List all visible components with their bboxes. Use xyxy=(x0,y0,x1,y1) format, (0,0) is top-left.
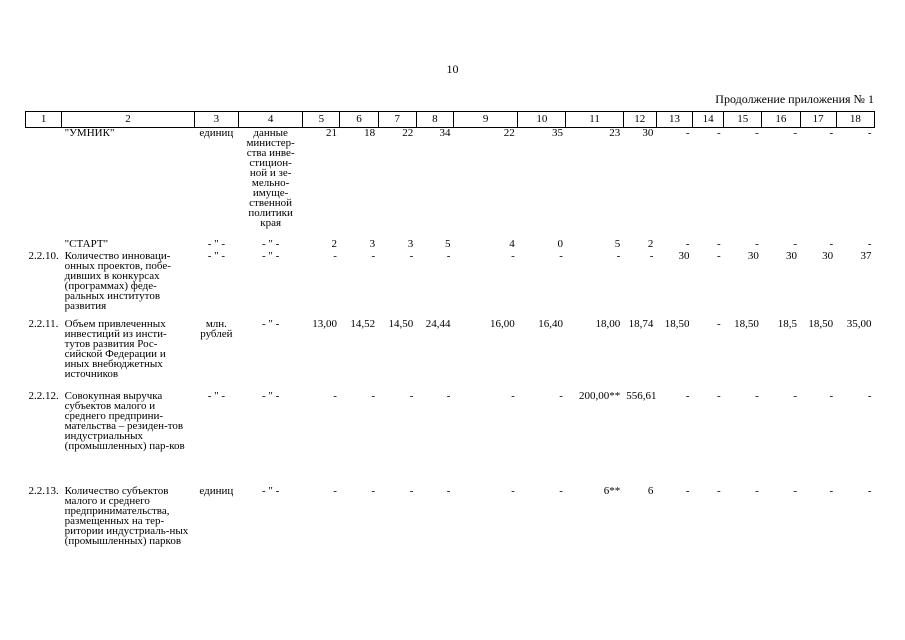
value-cell: - xyxy=(559,485,563,497)
value-cell: 6** xyxy=(603,485,621,497)
value-cell: 34 xyxy=(439,127,451,139)
value-cell: - xyxy=(685,390,690,402)
value-cell: - xyxy=(717,318,721,330)
value-cell: - xyxy=(717,238,721,250)
source-cell: - " - xyxy=(261,318,280,330)
value-cell: 18 xyxy=(364,127,376,139)
value-cell: - xyxy=(446,250,451,262)
value-cell: 2 xyxy=(647,238,654,250)
column-number-15: 15 xyxy=(724,112,762,128)
value-cell: - xyxy=(755,127,759,139)
value-cell: - xyxy=(409,390,414,402)
value-cell: - xyxy=(511,250,515,262)
value-cell: 6 xyxy=(647,485,654,497)
value-cell: 14,50 xyxy=(388,318,414,330)
column-number-3: 3 xyxy=(194,112,238,128)
value-cell: 30 xyxy=(786,250,798,262)
value-cell: 13,00 xyxy=(312,318,337,330)
value-cell: - xyxy=(333,390,337,402)
column-number-5: 5 xyxy=(303,112,340,128)
unit-cell: единиц xyxy=(199,485,234,497)
value-cell: - xyxy=(446,485,451,497)
column-number-2: 2 xyxy=(62,112,195,128)
value-cell: 556,61 xyxy=(626,390,657,402)
indicator-name: Количество субъектов малого и среднего предпринимательства, размещенных на тер-ритории индустриаль-ных (промышленных) парков xyxy=(64,485,189,547)
row-id: 2.2.10. xyxy=(28,250,59,262)
source-cell: - " - xyxy=(261,485,280,497)
value-cell: - xyxy=(371,390,376,402)
source-cell: - " - xyxy=(261,238,280,250)
value-cell: - xyxy=(409,485,414,497)
value-cell: - xyxy=(446,390,451,402)
column-number-1: 1 xyxy=(26,112,62,128)
value-cell: - xyxy=(649,250,654,262)
value-cell: - xyxy=(616,250,621,262)
value-cell: 35,00 xyxy=(846,318,872,330)
column-number-16: 16 xyxy=(762,112,800,128)
value-cell: 18,50 xyxy=(734,318,759,330)
value-cell: 4 xyxy=(509,238,515,250)
indicator-table xyxy=(25,111,875,556)
value-cell: - xyxy=(685,485,690,497)
value-cell: - xyxy=(685,127,690,139)
row-id: 2.2.11. xyxy=(28,318,59,330)
indicator-name: "УМНИК" xyxy=(64,127,115,139)
value-cell: 30 xyxy=(678,250,690,262)
value-cell: 24,44 xyxy=(425,318,451,330)
value-cell: - xyxy=(755,390,759,402)
page-number: 10 xyxy=(446,62,459,76)
indicator-name: Количество инноваци-онных проектов, побе-дивших в конкурсах (программах) феде-ральных институтов развития xyxy=(64,250,171,312)
column-number-9: 9 xyxy=(453,112,517,128)
table-row xyxy=(26,251,875,319)
unit-cell: - " - xyxy=(207,238,226,250)
unit-cell: - " - xyxy=(207,390,226,402)
value-cell: - xyxy=(829,127,834,139)
value-cell: - xyxy=(793,238,798,250)
table-row xyxy=(26,319,875,391)
value-cell: - xyxy=(511,390,515,402)
value-cell: - xyxy=(829,390,834,402)
column-number-18: 18 xyxy=(836,112,874,128)
column-number-7: 7 xyxy=(378,112,416,128)
value-cell: - xyxy=(829,238,834,250)
column-number-13: 13 xyxy=(656,112,692,128)
value-cell: - xyxy=(867,238,872,250)
value-cell: - xyxy=(717,390,721,402)
value-cell: - xyxy=(685,238,690,250)
unit-cell: единиц xyxy=(199,127,234,139)
value-cell: 14,52 xyxy=(350,318,376,330)
value-cell: 30 xyxy=(747,250,759,262)
value-cell: - xyxy=(867,127,872,139)
value-cell: - xyxy=(717,250,721,262)
table-row xyxy=(26,391,875,486)
indicator-name: Совокупная выручка субъектов малого и среднего предприни-мательства – резиден-тов индустриальных (промышленных) пар-ков xyxy=(64,390,185,452)
value-cell: 16,00 xyxy=(490,318,515,330)
indicator-name: Объем привлеченных инвестиций из инсти-тутов развития Рос-сийской Федерации и иных внебюджетных источников xyxy=(64,318,167,380)
value-cell: 22 xyxy=(503,127,515,139)
value-cell: - xyxy=(717,485,721,497)
value-cell: 18,74 xyxy=(628,318,654,330)
value-cell: 3 xyxy=(369,238,376,250)
value-cell: - xyxy=(371,485,376,497)
column-number-12: 12 xyxy=(623,112,656,128)
value-cell: 23 xyxy=(609,127,621,139)
unit-cell: млн. рублей xyxy=(200,318,233,340)
value-cell: 2 xyxy=(331,238,337,250)
value-cell: - xyxy=(717,127,721,139)
table-row xyxy=(26,486,875,556)
value-cell: 35 xyxy=(551,127,563,139)
value-cell: 5 xyxy=(614,238,621,250)
continuation-note: Продолжение приложения № 1 xyxy=(715,92,874,106)
value-cell: 3 xyxy=(407,238,414,250)
value-cell: 5 xyxy=(444,238,451,250)
column-number-6: 6 xyxy=(340,112,378,128)
value-cell: 22 xyxy=(402,127,414,139)
value-cell: 0 xyxy=(557,238,563,250)
value-cell: - xyxy=(559,390,563,402)
column-number-4: 4 xyxy=(238,112,302,128)
value-cell: - xyxy=(511,485,515,497)
value-cell: - xyxy=(867,485,872,497)
value-cell: - xyxy=(867,390,872,402)
value-cell: 37 xyxy=(860,250,872,262)
value-cell: - xyxy=(829,485,834,497)
value-cell: 18,50 xyxy=(808,318,834,330)
value-cell: - xyxy=(559,250,563,262)
value-cell: - xyxy=(793,390,798,402)
value-cell: - xyxy=(793,485,798,497)
value-cell: - xyxy=(755,238,759,250)
value-cell: - xyxy=(755,485,759,497)
value-cell: - xyxy=(333,485,337,497)
value-cell: 18,00 xyxy=(595,318,621,330)
source-cell: данные министер-ства инве-стицион-ной и зе-мельно-имуще-ственной политики края xyxy=(246,127,295,229)
value-cell: 30 xyxy=(642,127,654,139)
row-id: 2.2.13. xyxy=(28,485,59,497)
value-cell: - xyxy=(793,127,798,139)
source-cell: - " - xyxy=(261,250,280,262)
column-number-row xyxy=(26,112,875,128)
value-cell: 200,00** xyxy=(578,390,621,402)
value-cell: 16,40 xyxy=(538,318,563,330)
value-cell: - xyxy=(371,250,376,262)
table-row xyxy=(26,128,875,240)
column-number-10: 10 xyxy=(518,112,566,128)
column-number-17: 17 xyxy=(800,112,836,128)
unit-cell: - " - xyxy=(207,250,226,262)
value-cell: - xyxy=(409,250,414,262)
value-cell: - xyxy=(333,250,337,262)
indicator-name: "СТАРТ" xyxy=(64,238,109,250)
value-cell: 18,50 xyxy=(664,318,690,330)
value-cell: 30 xyxy=(822,250,834,262)
row-id xyxy=(26,128,62,240)
column-number-11: 11 xyxy=(566,112,623,128)
column-number-14: 14 xyxy=(693,112,724,128)
column-number-8: 8 xyxy=(416,112,453,128)
source-cell: - " - xyxy=(261,390,280,402)
value-cell: 21 xyxy=(325,127,337,139)
row-id: 2.2.12. xyxy=(28,390,59,402)
value-cell: 18,5 xyxy=(777,318,798,330)
